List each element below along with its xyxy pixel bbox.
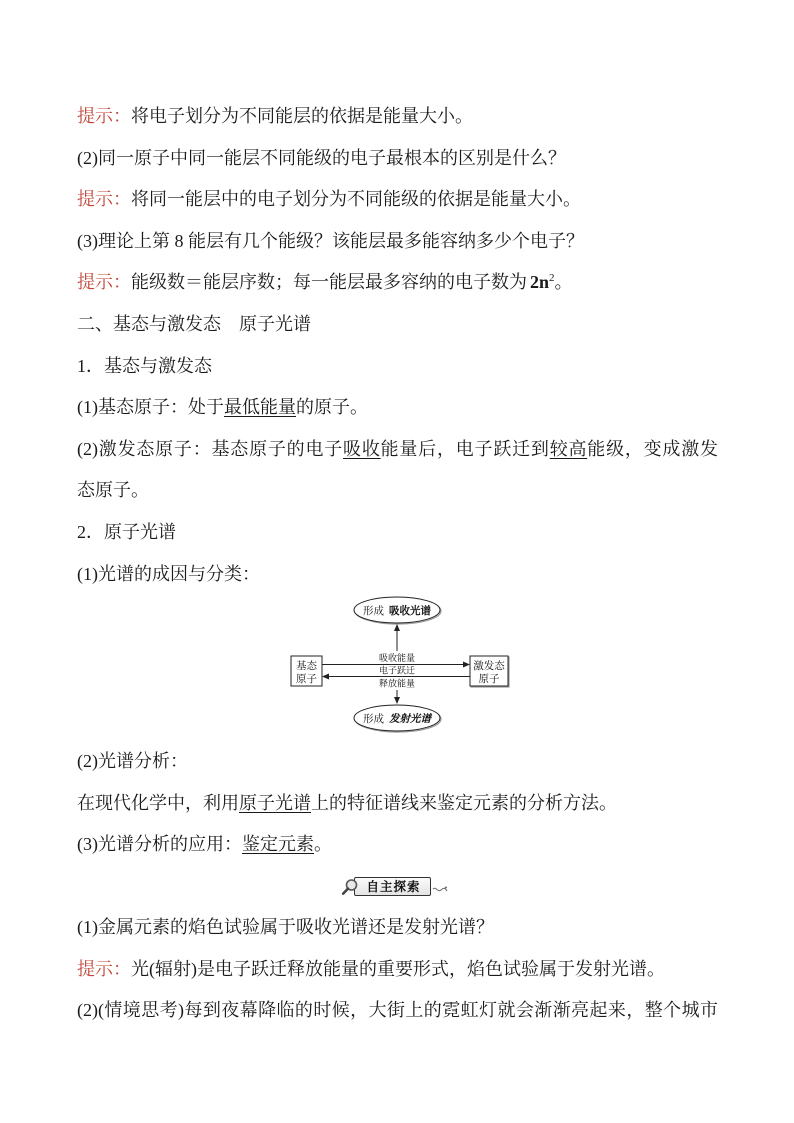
subsection-title-text: 2．原子光谱 <box>77 521 176 542</box>
electron-transition-label: 电子跃迁 <box>378 665 416 676</box>
right-arrowhead-icon <box>463 662 470 668</box>
node-emphasis: 吸收光谱 <box>389 606 431 618</box>
spectrum-analysis-definition <box>77 783 718 825</box>
hint-line-q1 <box>77 96 718 138</box>
explore-badge <box>341 877 447 896</box>
excited-state-definition <box>77 429 718 471</box>
spectrum-cause-title <box>77 554 718 596</box>
down-arrowhead-icon <box>394 697 400 704</box>
left-arrowhead-icon <box>322 674 329 680</box>
hint-text: 光(辐射)是电子跃迁释放能量的重要形式，焰色试验属于发射光谱。 <box>131 958 665 979</box>
explore-badge-label: 自主探索 <box>354 877 430 896</box>
question-text: (2)同一原子中同一能层不同能级的电子最根本的区别是什么？ <box>77 147 566 168</box>
spectrum-analysis-title <box>77 741 718 783</box>
definition-text: 的原子。 <box>296 397 368 418</box>
node-emphasis: 发射光谱 <box>389 714 431 726</box>
underlined-blank: 原子光谱 <box>239 792 311 813</box>
emission-spectrum-label <box>363 712 432 725</box>
definition-text: 能量后，电子跃迁到 <box>380 438 550 459</box>
underlined-blank: 最低能量 <box>224 397 296 418</box>
question-text: (1)金属元素的焰色试验属于吸收光谱还是发射光谱？ <box>77 917 494 938</box>
squiggle-decoration-icon <box>432 885 448 895</box>
hint-text-end: 。 <box>554 272 573 293</box>
release-energy-label: 释放能量 <box>378 678 416 689</box>
question-text: (3)理论上第 8 能层有几个能级？该能层最多能容纳多少个电子？ <box>77 230 584 251</box>
spectrum-diagram <box>77 595 718 741</box>
formula-2n: 2n <box>530 272 550 293</box>
question-text: (2)(情境思考)每到夜幕降临的时候，大街上的霓虹灯就会渐渐亮起来，整个城市 <box>77 1000 718 1021</box>
definition-text: (2)激发态原子：基态原子的电子 <box>77 438 344 459</box>
hint-line-q3 <box>77 262 718 304</box>
underlined-blank: 较高 <box>549 438 588 459</box>
magnifier-icon <box>341 878 359 896</box>
definition-text: 态原子。 <box>77 480 149 501</box>
absorption-spectrum-label <box>363 604 431 617</box>
subsection-title-2 <box>77 512 718 554</box>
excited-state-box-line-1: 激发态 <box>473 661 505 673</box>
explore-badge-row <box>77 866 718 908</box>
definition-text: 能级，变成激发 <box>587 438 718 459</box>
hint-label: 提示： <box>77 958 131 979</box>
question-2 <box>77 138 718 180</box>
up-arrowhead-icon <box>394 624 400 631</box>
underlined-blank: 鉴定元素 <box>242 834 314 855</box>
ground-state-box-line-2: 原子 <box>296 674 317 686</box>
formula-superscript: 2 <box>549 272 555 285</box>
excited-state-box-line-2: 原子 <box>478 674 500 686</box>
explore-question-1 <box>77 907 718 949</box>
underlined-blank: 吸收 <box>343 438 381 459</box>
section-heading-text: 二、基态与激发态 原子光谱 <box>77 313 311 334</box>
section-heading <box>77 304 718 346</box>
definition-text: 在现代化学中，利用 <box>77 792 239 813</box>
hint-label: 提示： <box>77 106 131 126</box>
spectrum-analysis-application <box>77 824 718 866</box>
hint-label: 提示： <box>77 272 131 293</box>
explore-question-2 <box>77 990 718 1032</box>
item-title-text: (2)光谱分析： <box>77 750 188 771</box>
hint-line-q2 <box>77 179 718 221</box>
ground-state-box-line-1: 基态 <box>296 661 317 673</box>
definition-text: 。 <box>314 834 332 855</box>
hint-text: 将电子划分为不同能层的依据是能量大小。 <box>131 106 473 126</box>
page-content <box>77 96 718 1032</box>
node-prefix: 形成 <box>363 714 384 726</box>
spectrum-diagram-svg <box>77 595 718 741</box>
excited-state-definition-continued <box>77 470 718 512</box>
definition-text: (3)光谱分析的应用： <box>77 834 242 855</box>
subsection-title-1 <box>77 346 718 388</box>
absorb-energy-label: 吸收能量 <box>378 653 416 664</box>
definition-text: (1)基态原子：处于 <box>77 397 224 418</box>
question-3 <box>77 221 718 263</box>
hint-text: 将同一能层中的电子划分为不同能级的依据是能量大小。 <box>131 189 581 210</box>
hint-text: 能级数＝能层序数；每一能层最多容纳的电子数为 <box>131 272 527 293</box>
hint-label: 提示： <box>77 189 131 210</box>
definition-text: 上的特征谱线来鉴定元素的分析方法。 <box>311 792 617 813</box>
node-prefix: 形成 <box>363 606 384 618</box>
item-title-text: (1)光谱的成因与分类： <box>77 563 260 584</box>
subsection-title-text: 1．基态与激发态 <box>77 355 212 376</box>
hint-line-explore-q1 <box>77 949 718 991</box>
ground-state-definition <box>77 387 718 429</box>
